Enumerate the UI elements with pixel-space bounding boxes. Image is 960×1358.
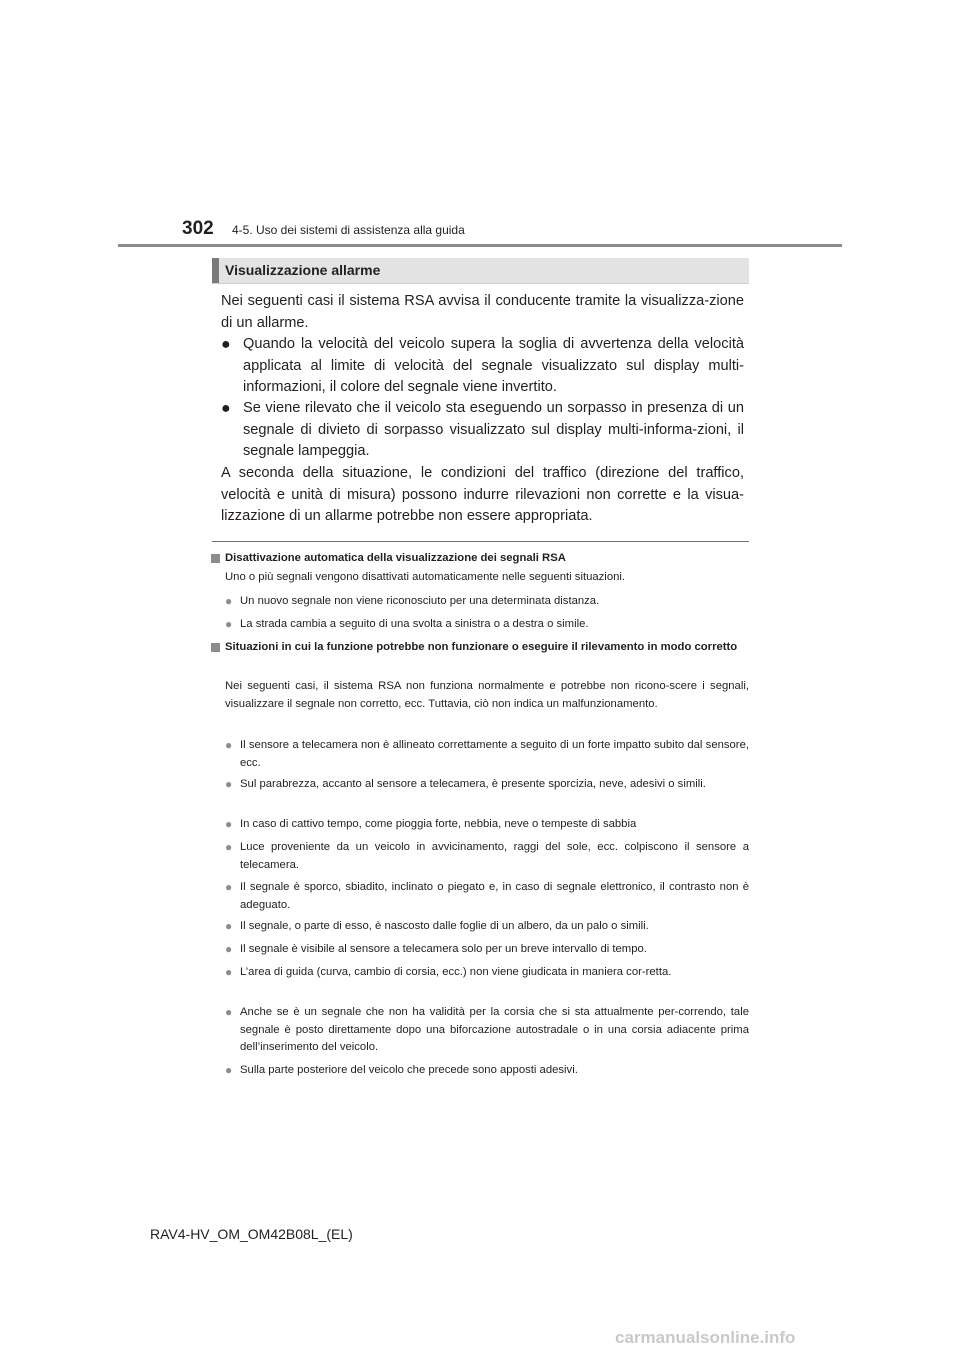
section-divider [212, 541, 749, 542]
bullet-dot-icon: ● [225, 880, 233, 894]
bullet-dot-icon: ● [225, 942, 233, 956]
section2-bullet-text: Il segnale, o parte di esso, è nascosto dalle foglie di un albero, da un palo o simili. [240, 920, 649, 932]
section2-bullet-10 [225, 1062, 749, 1080]
section2-bullet-6 [225, 918, 749, 936]
section1-intro-text: Uno o più segnali vengono disattivati automaticamente nelle seguenti situazioni. [225, 571, 626, 583]
section2-bullet-1 [225, 737, 749, 773]
section2-bullet-text: Sulla parte posteriore del veicolo che precede sono apposti adesivi. [240, 1064, 578, 1076]
section1-heading: Disattivazione automatica della visualizzazione dei segnali RSA [225, 552, 566, 564]
box-bullet-1 [221, 334, 744, 400]
bullet-dot-icon: ● [225, 1005, 233, 1019]
box-bullet-text: Se viene rilevato che il veicolo sta eseguendo un sorpasso in presenza di un segnale di divieto di sorpasso visualizzato sul display multi-informa-zioni, il segnale lampeggia. [243, 400, 744, 459]
section2-bullet-8 [225, 964, 749, 1000]
bullet-dot-icon: ● [225, 738, 233, 752]
watermark: carmanualsonline.info [615, 1328, 796, 1347]
box-intro-text: Nei seguenti casi il sistema RSA avvisa il conducente tramite la visualizza-zione di un allarme. [221, 293, 744, 331]
section2-heading-row [211, 639, 749, 675]
section2-intro [225, 678, 749, 713]
section1-bullet-2 [225, 616, 749, 634]
box-bullet-text: Quando la velocità del veicolo supera la soglia di avvertenza della velocità applicata al limite di velocità del segnale visualizzato sul display multi-informazioni, il colore del segnale viene invertito. [243, 336, 744, 395]
section2-bullet-text: L’area di guida (curva, cambio di corsia, ecc.) non viene giudicata in maniera cor-retta. [240, 966, 672, 978]
section2-bullet-text: Il segnale è visibile al sensore a telecamera solo per un breve intervallo di tempo. [240, 943, 647, 955]
section2-intro-text: Nei seguenti casi, il sistema RSA non funziona normalmente e potrebbe non ricono-scere i segnali, visualizzare il segnale non corretto, ecc. Tuttavia, ciò non indica un malfunzionamento. [225, 680, 749, 710]
bullet-dot-icon: ● [225, 965, 233, 979]
page-number: 302 [182, 218, 214, 239]
section2-bullet-text: Il sensore a telecamera non è allineato correttamente a seguito di un forte impatto subito dal sensore, ecc. [240, 739, 749, 769]
title-bar-accent [212, 258, 219, 283]
section2-bullet-9 [225, 1004, 749, 1058]
section1-heading-row [211, 550, 749, 568]
section-title: 4-5. Uso dei sistemi di assistenza alla guida [232, 223, 465, 237]
document-code: RAV4-HV_OM_OM42B08L_(EL) [150, 1226, 353, 1242]
bullet-dot-icon: ● [225, 594, 233, 608]
bullet-dot-icon: ● [225, 1063, 233, 1077]
section2-bullet-3 [225, 816, 749, 834]
square-bullet-icon [211, 554, 220, 563]
box-intro-paragraph [221, 291, 744, 334]
bullet-dot-icon: ● [221, 336, 231, 353]
topic-title-bar [212, 258, 749, 284]
section2-bullet-text: Luce proveniente da un veicolo in avvicinamento, raggi del sole, ecc. colpiscono il sensore a telecamera. [240, 841, 749, 871]
section2-bullet-7 [225, 941, 749, 959]
topic-title: Visualizzazione allarme [225, 262, 381, 278]
section1-intro [225, 569, 749, 587]
section2-heading: Situazioni in cui la funzione potrebbe non funzionare o eseguire il rilevamento in modo corretto [225, 641, 738, 653]
bullet-dot-icon: ● [225, 617, 233, 631]
section2-bullet-text: Anche se è un segnale che non ha validità per la corsia che si sta attualmente per-correndo, tale segnale è posto direttamente dopo una biforcazione autostradale o in una corsia adiacente prima dell’inserimento del veicolo. [240, 1006, 749, 1053]
section1-bullet-1 [225, 593, 749, 611]
section2-bullet-5 [225, 879, 749, 915]
bullet-dot-icon: ● [225, 840, 233, 854]
section2-bullet-4 [225, 839, 749, 875]
box-outro-text: A seconda della situazione, le condizioni del traffico (direzione del traffico, velocità e unità di misura) possono indurre rilevazioni non corrette e la visua-lizzazione di un allarme potrebbe non essere appropriata. [221, 465, 744, 524]
bullet-dot-icon: ● [225, 919, 233, 933]
header-divider [118, 244, 842, 247]
section2-bullet-text: Il segnale è sporco, sbiadito, inclinato o piegato e, in caso di segnale elettronico, il contrasto non è adeguato. [240, 881, 749, 911]
bullet-dot-icon: ● [225, 777, 233, 791]
section2-bullet-text: Sul parabrezza, accanto al sensore a telecamera, è presente sporcizia, neve, adesivi o simili. [240, 778, 706, 790]
box-outro-paragraph [221, 463, 744, 528]
bullet-dot-icon: ● [225, 817, 233, 831]
box-bullet-2 [221, 398, 744, 464]
section1-bullet-text: Un nuovo segnale non viene riconosciuto per una determinata distanza. [240, 595, 600, 607]
bullet-dot-icon: ● [221, 400, 231, 417]
section1-bullet-text: La strada cambia a seguito di una svolta a sinistra o a destra o simile. [240, 618, 589, 630]
section2-bullet-2 [225, 776, 749, 812]
section2-bullet-text: In caso di cattivo tempo, come pioggia forte, nebbia, neve o tempeste di sabbia [240, 818, 637, 830]
square-bullet-icon [211, 643, 220, 652]
